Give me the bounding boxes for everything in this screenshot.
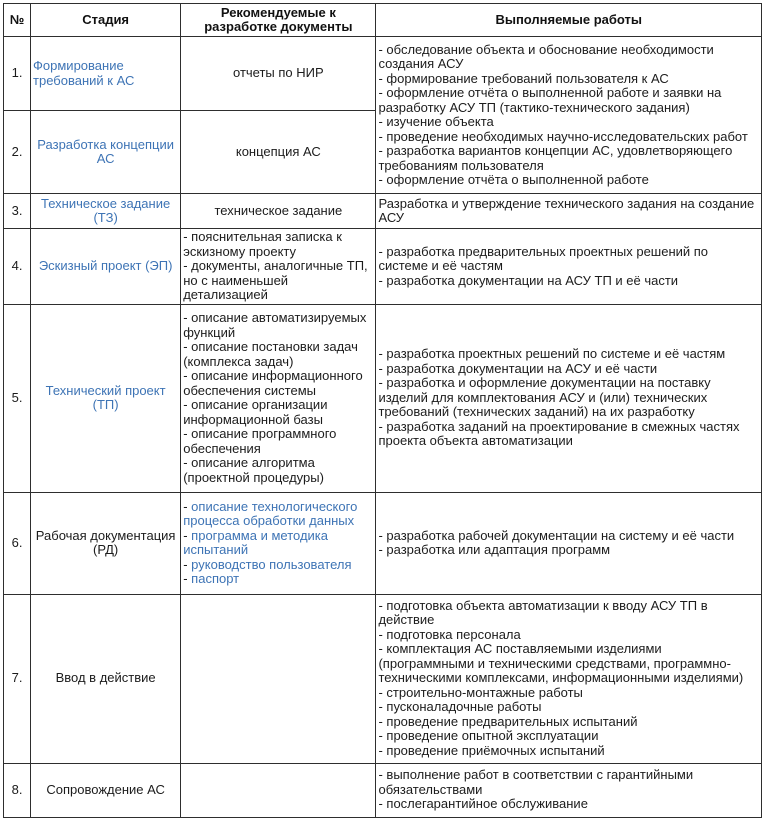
works-item: - строительно-монтажные работы <box>378 684 583 700</box>
works-item: - проведение необходимых научно-исследовательских работ <box>378 128 748 144</box>
works-item: - разработка документации на АСУ ТП и её части <box>378 272 679 288</box>
stage-link[interactable]: Эскизный проект (ЭП) <box>38 258 173 273</box>
stage-link[interactable]: Разработка концепции АС <box>37 136 174 166</box>
table-header <box>4 4 762 37</box>
table-row <box>4 37 762 111</box>
docs-item: - описание программного обеспечения <box>183 426 337 456</box>
header-row <box>4 4 762 37</box>
docs-item: - описание автоматизируемых функций <box>183 310 367 340</box>
stage-cell: Сопровождение АС <box>31 763 181 817</box>
docs-link[interactable]: паспорт <box>191 571 240 586</box>
table-row <box>4 492 762 594</box>
stage-cell <box>31 194 181 229</box>
stage-link[interactable]: Технический проект (ТП) <box>45 382 166 412</box>
documents-cell <box>181 492 376 594</box>
works-item: - оформление отчёта о выполненной работе и заявки на разработку АСУ ТП (тактико-технического задания) <box>378 85 722 115</box>
row-number-cell: 2. <box>4 111 31 194</box>
works-item: - разработка заданий на проектирование в смежных частях проекта объекта автоматизации <box>378 418 740 449</box>
documents-cell <box>181 229 376 305</box>
row-number-cell: 4. <box>4 229 31 305</box>
docs-item: - описание алгоритма (проектной процедуры) <box>183 455 324 485</box>
works-item: - формирование требований пользователя к АС <box>378 70 669 86</box>
works-cell <box>376 194 762 229</box>
docs-item: концепция АС <box>235 143 321 159</box>
works-item: - разработка предварительных проектных решений по системе и её частям <box>378 243 709 273</box>
works-item: - разработка или адаптация программ <box>378 542 611 557</box>
table-body <box>4 37 762 818</box>
works-item: - изучение объекта <box>378 114 494 129</box>
works-item: - оформление отчёта о выполненной работе <box>378 172 649 187</box>
stage-link[interactable]: Техническое задание (ТЗ) <box>41 195 171 225</box>
docs-item: - паспорт <box>183 571 240 586</box>
stage-cell: Рабочая документация (РД) <box>31 492 181 594</box>
works-item: - подготовка персонала <box>378 626 521 642</box>
stage-link[interactable]: Формирование требований к АС <box>33 58 135 88</box>
docs-link[interactable]: описание технологического процесса обработки данных <box>183 498 358 528</box>
docs-item: - описание постановки задач (комплекса задач) <box>183 339 358 369</box>
stages-table <box>3 3 762 818</box>
row-number-cell: 3. <box>4 194 31 229</box>
docs-link[interactable]: программа и методика испытаний <box>183 527 329 557</box>
table-row <box>4 194 762 229</box>
row-number-cell: 7. <box>4 594 31 763</box>
stage-cell <box>31 304 181 492</box>
works-cell <box>376 37 762 194</box>
documents-cell <box>181 111 376 194</box>
documents-cell <box>181 304 376 492</box>
works-item: - послегарантийное обслуживание <box>378 796 588 812</box>
row-number-cell: 1. <box>4 37 31 111</box>
column-header-stage: Стадия <box>31 4 181 37</box>
works-item: - выполнение работ в соответствии с гарантийными обязательствами <box>378 767 694 797</box>
works-item: Разработка и утверждение технического задания на создание АСУ <box>378 195 755 225</box>
column-header-works: Выполняемые работы <box>376 4 762 37</box>
table-row <box>4 304 762 492</box>
works-item: - пусконаладочные работы <box>378 699 542 715</box>
works-cell <box>376 229 762 305</box>
works-cell <box>376 304 762 492</box>
column-header-docs: Рекомендуемые к разработке документы <box>181 4 376 37</box>
docs-item: отчеты по НИР <box>233 65 324 81</box>
docs-item: - руководство пользователя <box>183 556 352 572</box>
works-item: - разработка рабочей документации на систему и её части <box>378 527 735 543</box>
works-item: - проведение предварительных испытаний <box>378 713 638 729</box>
stage-cell <box>31 229 181 305</box>
table-row <box>4 594 762 763</box>
documents-cell <box>181 594 376 763</box>
docs-item: - программа и методика испытаний <box>183 527 329 557</box>
works-item: - подготовка объекта автоматизации к вводу АСУ ТП в действие <box>378 597 708 628</box>
documents-cell <box>181 37 376 111</box>
row-number-cell: 6. <box>4 492 31 594</box>
works-item: - обследование объекта и обоснование необходимости создания АСУ <box>378 41 714 71</box>
works-item: - разработка проектных решений по системе и её частям <box>378 346 726 362</box>
docs-item: - описание информационного обеспечения системы <box>183 368 363 398</box>
docs-item: - описание технологического процесса обработки данных <box>183 498 358 528</box>
docs-item: - документы, аналогичные ТП, но с наименьшей детализацией <box>183 258 368 302</box>
works-item: - разработка документации на АСУ и её части <box>378 360 658 376</box>
docs-link[interactable]: руководство пользователя <box>191 556 352 572</box>
row-number-cell: 8. <box>4 763 31 817</box>
works-item: - проведение приёмочных испытаний <box>378 742 605 758</box>
docs-item: - пояснительная записка к эскизному проекту <box>183 229 342 259</box>
table-row <box>4 229 762 305</box>
docs-item: - описание организации информационной базы <box>183 397 328 427</box>
works-item: - разработка и оформление документации на поставку изделий для комплектования АСУ и (или) технических требований (технических заданий) на их разработку <box>378 375 711 420</box>
row-number-cell: 5. <box>4 304 31 492</box>
docs-item: техническое задание <box>214 202 343 218</box>
works-item: - комплектация АС поставляемыми изделиями (программными и техническими средствами, программно-техническими комплексами, информационными изделиями) <box>378 641 744 686</box>
documents-cell <box>181 194 376 229</box>
works-item: - проведение опытной эксплуатации <box>378 728 599 744</box>
stage-cell <box>31 111 181 194</box>
works-item: - разработка вариантов концепции АС, удовлетворяющего требованиям пользователя <box>378 143 733 173</box>
stage-cell <box>31 37 181 111</box>
stage-cell: Ввод в действие <box>31 594 181 763</box>
works-cell <box>376 492 762 594</box>
works-cell <box>376 594 762 763</box>
column-header-num: № <box>4 4 31 37</box>
